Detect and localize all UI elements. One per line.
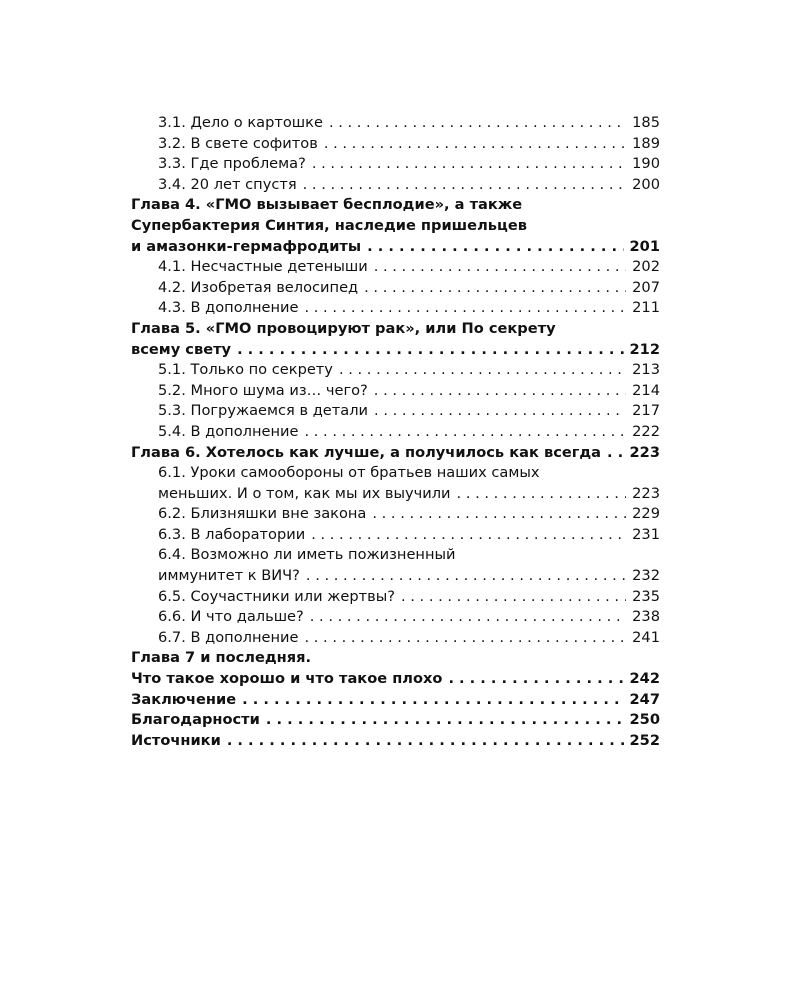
entry-title: 4.3. В дополнение	[158, 299, 299, 317]
page-number: 232	[632, 567, 660, 585]
chapter-title: Глава 5. «ГМО провоцируют рак», или По секрету	[131, 319, 556, 337]
chapter-title: Благодарности	[131, 711, 260, 729]
entry-title: 6.2. Близняшки вне закона	[158, 505, 367, 523]
toc-acknowledgements[interactable]	[131, 710, 660, 731]
dot-leader	[374, 381, 626, 402]
toc-chapter-5-line-2[interactable]	[131, 340, 660, 361]
entry-title: меньших. И о том, как мы их выучили	[158, 484, 451, 502]
dot-leader	[364, 278, 626, 299]
entry-title: иммунитет к ВИЧ?	[158, 567, 300, 585]
toc-conclusion[interactable]	[131, 690, 660, 711]
toc-entry-6-4-line-1[interactable]	[131, 545, 660, 566]
entry-title: 6.1. Уроки самообороны от братьев наших самых	[158, 464, 540, 482]
toc-entry-5-3[interactable]	[131, 401, 660, 422]
dot-leader	[303, 175, 626, 196]
toc-entry-6-5[interactable]	[131, 587, 660, 608]
dot-leader	[374, 401, 626, 422]
dot-leader	[329, 113, 626, 134]
dot-leader	[339, 360, 626, 381]
toc-chapter-4-line-1[interactable]	[131, 195, 660, 216]
entry-title: 6.5. Соучастники или жертвы?	[158, 587, 395, 605]
toc-entry-3-1[interactable]	[131, 113, 660, 134]
page-number: 213	[632, 361, 660, 379]
table-of-contents	[131, 113, 660, 751]
dot-leader	[310, 607, 626, 628]
page-number: 207	[632, 278, 660, 296]
page-number: 231	[632, 525, 660, 543]
page-number: 211	[632, 299, 660, 317]
chapter-title: Глава 6. Хотелось как лучше, а получилось как всегда	[131, 443, 602, 461]
toc-chapter-5-line-1[interactable]	[131, 319, 660, 340]
toc-entry-4-1[interactable]	[131, 257, 660, 278]
entry-title: 4.1. Несчастные детеныши	[158, 258, 368, 276]
dot-leader	[311, 525, 626, 546]
dot-leader	[306, 566, 626, 587]
entry-title: 3.4. 20 лет спустя	[158, 175, 297, 193]
page-number: 222	[632, 422, 660, 440]
toc-chapter-4-line-2[interactable]	[131, 216, 660, 237]
page-number: 223	[629, 443, 660, 461]
page-number: 214	[632, 381, 660, 399]
toc-entry-6-4-line-2[interactable]	[131, 566, 660, 587]
dot-leader	[304, 628, 626, 649]
dot-leader	[304, 422, 626, 443]
toc-chapter-6[interactable]	[131, 443, 660, 464]
dot-leader	[457, 484, 627, 505]
entry-title: 6.6. И что дальше?	[158, 608, 304, 626]
toc-entry-6-3[interactable]	[131, 525, 660, 546]
toc-entry-4-2[interactable]	[131, 278, 660, 299]
chapter-title: Заключение	[131, 690, 237, 708]
page-number: 223	[632, 484, 660, 502]
page-number: 212	[629, 340, 660, 358]
page-number: 202	[632, 258, 660, 276]
dot-leader	[227, 731, 624, 752]
entry-title: 6.3. В лаборатории	[158, 525, 306, 543]
page-number: 242	[629, 670, 660, 688]
entry-title: 5.3. Погружаемся в детали	[158, 402, 369, 420]
entry-title: 5.1. Только по секрету	[158, 361, 333, 379]
entry-title: 3.1. Дело о картошке	[158, 114, 323, 131]
toc-entry-3-2[interactable]	[131, 134, 660, 155]
page-number: 229	[632, 505, 660, 523]
toc-entry-5-4[interactable]	[131, 422, 660, 443]
page-number: 250	[629, 711, 660, 729]
chapter-title: Глава 7 и последняя.	[131, 649, 312, 667]
entry-title: 6.7. В дополнение	[158, 628, 299, 646]
chapter-title: Супербактерия Синтия, наследие пришельцев	[131, 216, 527, 234]
chapter-title: Глава 4. «ГМО вызывает бесплодие», а также	[131, 196, 523, 214]
entry-title: 4.2. Изобретая велосипед	[158, 278, 359, 296]
entry-title: 5.4. В дополнение	[158, 422, 299, 440]
toc-sources[interactable]	[131, 731, 660, 752]
toc-entry-6-2[interactable]	[131, 504, 660, 525]
toc-chapter-7-line-1[interactable]	[131, 648, 660, 669]
entry-title: 5.2. Много шума из… чего?	[158, 381, 368, 399]
dot-leader	[242, 690, 623, 711]
entry-title: 3.3. Где проблема?	[158, 155, 306, 173]
page-number: 189	[632, 134, 660, 152]
page-number: 247	[629, 690, 660, 708]
entry-title: 6.4. Возможно ли иметь пожизненный	[158, 546, 456, 564]
page-number: 238	[632, 608, 660, 626]
toc-entry-4-3[interactable]	[131, 298, 660, 319]
chapter-title: Что такое хорошо и что такое плохо	[131, 670, 443, 688]
chapter-title: и амазонки-гермафродиты	[131, 237, 362, 255]
dot-leader	[607, 443, 624, 464]
toc-entry-6-7[interactable]	[131, 628, 660, 649]
toc-entry-6-1-line-1[interactable]	[131, 463, 660, 484]
page-number: 185	[632, 114, 660, 131]
toc-entry-3-4[interactable]	[131, 175, 660, 196]
page-number: 252	[629, 731, 660, 749]
toc-entry-3-3[interactable]	[131, 154, 660, 175]
toc-entry-5-1[interactable]	[131, 360, 660, 381]
dot-leader	[266, 710, 624, 731]
dot-leader	[367, 237, 623, 258]
entry-title: 3.2. В свете софитов	[158, 134, 318, 152]
chapter-title: всему свету	[131, 340, 232, 358]
page-number: 217	[632, 402, 660, 420]
dot-leader	[312, 154, 626, 175]
chapter-title: Источники	[131, 731, 221, 749]
page-number: 241	[632, 628, 660, 646]
toc-chapter-4-line-3[interactable]	[131, 237, 660, 258]
dot-leader	[448, 669, 623, 690]
toc-entry-6-1-line-2[interactable]	[131, 484, 660, 505]
page-number: 235	[632, 587, 660, 605]
dot-leader	[237, 340, 623, 361]
dot-leader	[372, 504, 626, 525]
page-number: 201	[629, 237, 660, 255]
toc-entry-6-6[interactable]	[131, 607, 660, 628]
dot-leader	[401, 587, 626, 608]
dot-leader	[374, 257, 626, 278]
dot-leader	[304, 298, 626, 319]
dot-leader	[324, 134, 626, 155]
toc-entry-5-2[interactable]	[131, 381, 660, 402]
page-number: 190	[632, 155, 660, 173]
page-number: 200	[632, 175, 660, 193]
toc-chapter-7-line-2[interactable]	[131, 669, 660, 690]
